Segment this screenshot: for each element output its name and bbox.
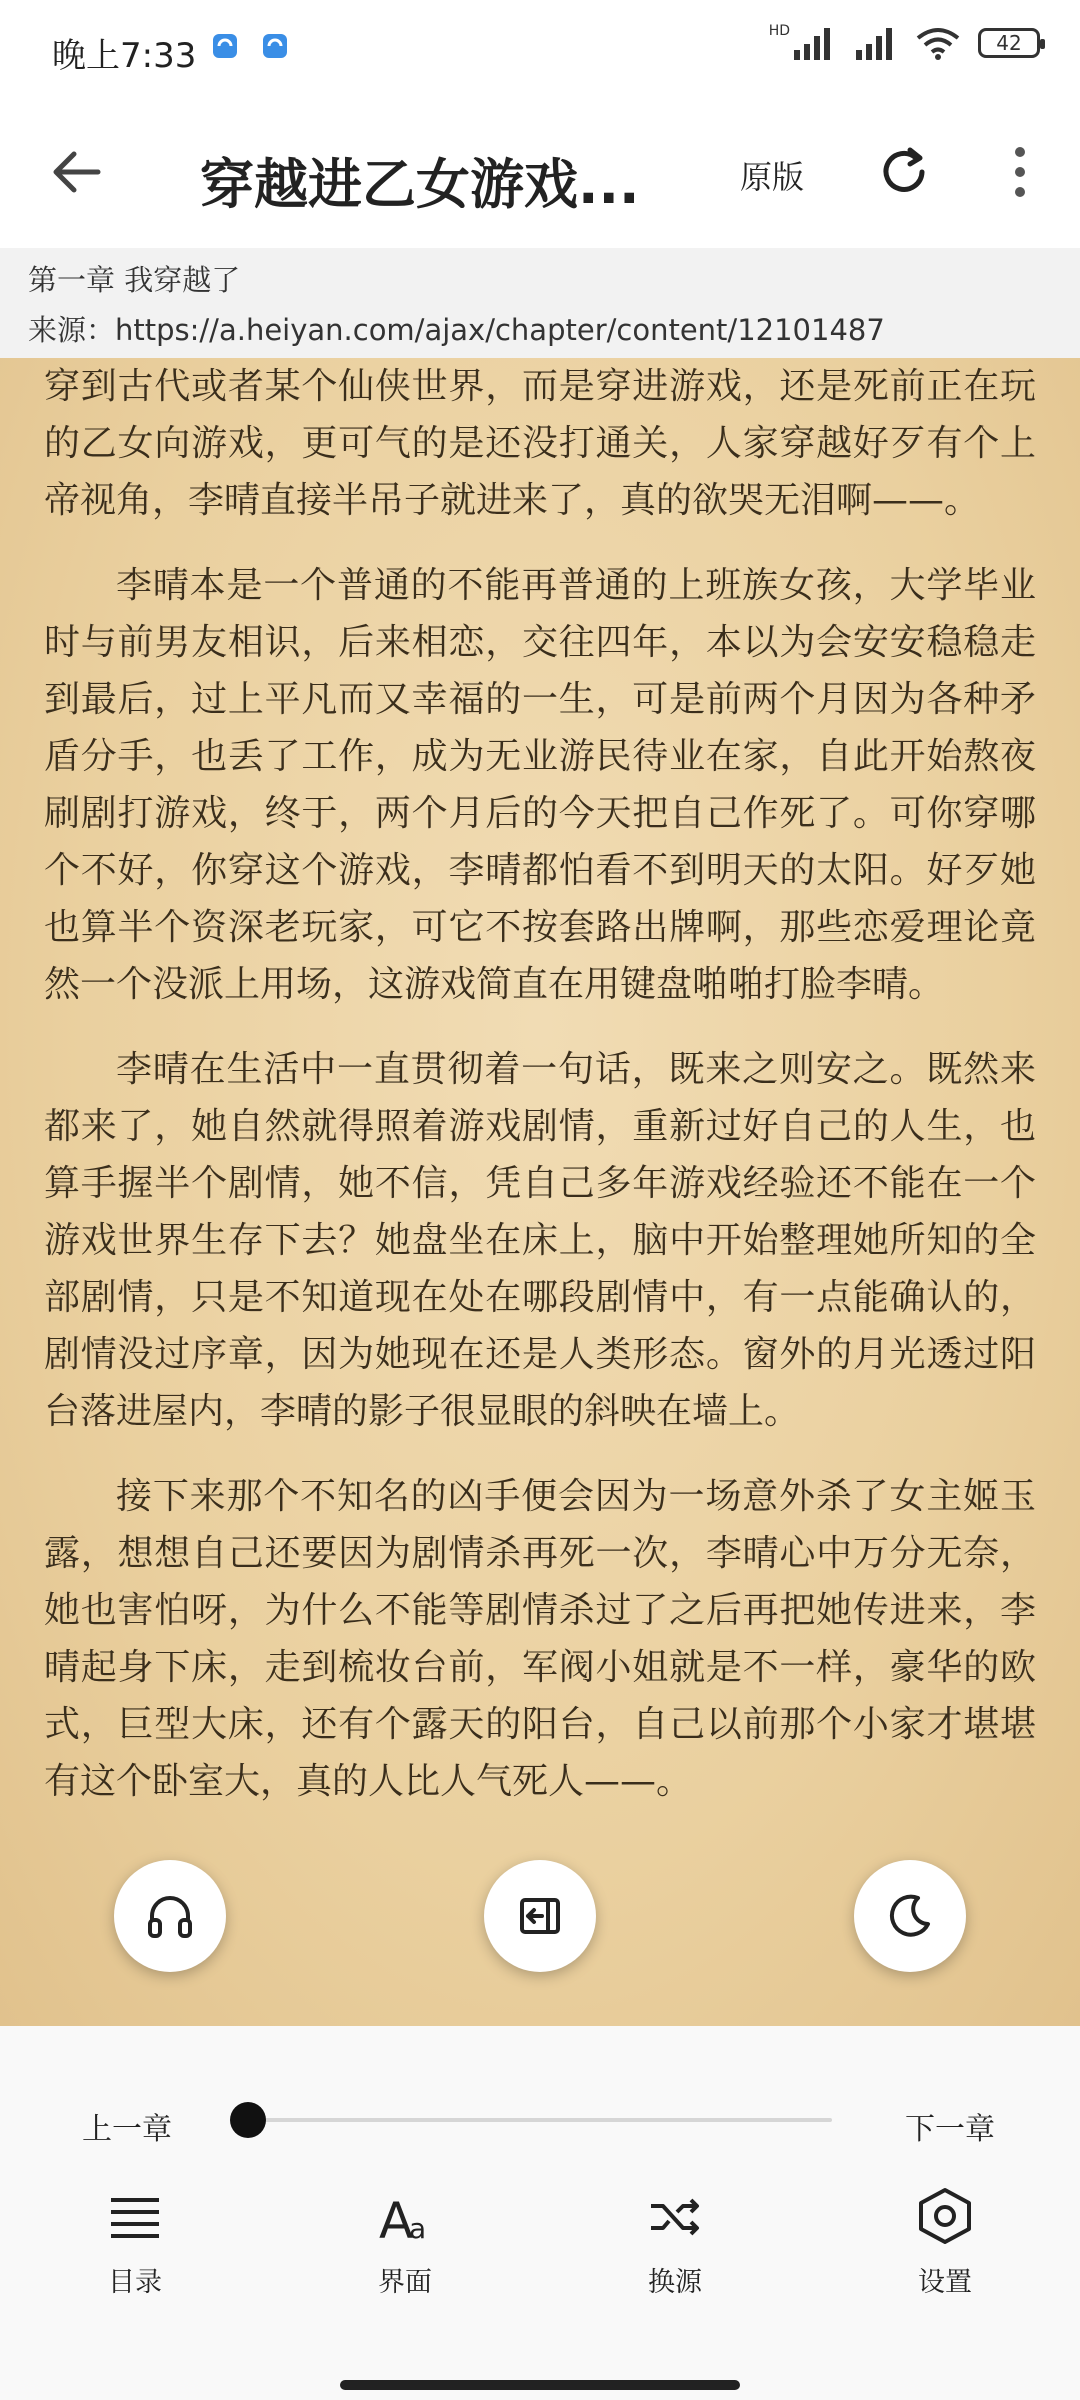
battery-icon <box>978 28 1040 58</box>
auto-page-icon <box>512 1888 568 1944</box>
toc-button[interactable] <box>55 2186 215 2299</box>
status-bar <box>0 0 1080 100</box>
app-bar <box>0 100 1080 248</box>
paragraph: 李晴在生活中一直贯彻着一句话，既来之则安之。既然来都来了，她自然就得照着游戏剧情，重新过好自己的人生，也算手握半个剧情，她不信，凭自己多年游戏经验还不能在一个游戏世界生存下去？她盘坐在床上，脑中开始整理她所知的全部剧情，只是不知道现在处在哪段剧情中，有一点能确认的，剧情没过序章，因为她现在还是人类形态。窗外的月光透过阳台落进屋内，李晴的影子很显眼的斜映在墙上。 <box>44 1049 1036 1432</box>
signal-icon <box>792 26 836 60</box>
chapter-text <box>44 358 1036 1838</box>
interface-label: 界面 <box>378 2267 432 2298</box>
more-vert-icon[interactable] <box>1000 144 1040 200</box>
change-source-button[interactable] <box>595 2186 755 2299</box>
auto-page-button[interactable] <box>484 1860 596 1972</box>
interface-button[interactable] <box>325 2186 485 2299</box>
chapter-info <box>0 248 1080 358</box>
slider-thumb[interactable] <box>230 2102 266 2138</box>
book-title: 穿越进乙女游戏... <box>200 153 640 216</box>
paragraph: 接下来那个不知名的凶手便会因为一场意外杀了女主姬玉露，想想自己还要因为剧情杀再死一次，李晴心中万分无奈，她也害怕呀，为什么不能等剧情杀过了之后再把她传进来，李晴起身下床，走到梳妆台前，军阀小姐就是不一样，豪华的欧式，巨型大床，还有个露天的阳台，自己以前那个小家才堪堪有这个卧室大，真的人比人气死人——。 <box>44 1476 1036 1802</box>
settings-button[interactable] <box>865 2186 1025 2299</box>
prev-chapter-button[interactable]: 上一章 <box>82 2112 172 2147</box>
svg-text:A: A <box>379 2192 414 2246</box>
signal-icon <box>854 26 898 60</box>
notification-app-icon <box>262 33 288 59</box>
hd-label: HD <box>768 23 790 39</box>
settings-label: 设置 <box>918 2267 972 2298</box>
settings-hexagon-icon <box>913 2186 977 2246</box>
headphones-icon <box>142 1888 198 1944</box>
paragraph: 穿到古代或者某个仙侠世界，而是穿进游戏，还是死前正在玩的乙女向游戏，更可气的是还没打通关，人家穿越好歹有个上帝视角，李晴直接半吊子就进来了，真的欲哭无泪啊——。 <box>44 366 1036 521</box>
chapter-progress-slider[interactable] <box>248 2118 832 2122</box>
toc-label: 目录 <box>108 2267 162 2298</box>
back-arrow-icon[interactable] <box>46 140 110 204</box>
paragraph: 李晴本是一个普通的不能再普通的上班族女孩，大学毕业时与前男友相识，后来相恋，交往四年，本以为会安安稳稳走到最后，过上平凡而又幸福的一生，可是前两个月因为各种矛盾分手，也丢了工作，成为无业游民待业在家，自此开始熬夜刷剧打游戏，终于，两个月后的今天把自己作死了。可你穿哪个不好，你穿这个游戏，李晴都怕看不到明天的太阳。好歹她也算半个资深老玩家，可它不按套路出牌啊，那些恋爱理论竟然一个没派上用场，这游戏简直在用键盘啪啪打脸李晴。 <box>44 565 1036 1005</box>
battery-level: 42 <box>996 31 1022 55</box>
shuffle-icon <box>645 2186 705 2246</box>
next-chapter-button[interactable]: 下一章 <box>905 2112 995 2147</box>
wifi-icon <box>916 26 960 60</box>
change-source-label: 换源 <box>648 2267 702 2298</box>
menu-list-icon <box>105 2186 165 2246</box>
night-mode-button[interactable] <box>854 1860 966 1972</box>
reading-area[interactable] <box>0 358 1080 2026</box>
refresh-icon[interactable] <box>876 144 932 200</box>
reader-control-panel <box>0 2026 1080 2400</box>
status-time: 晚上7:33 <box>52 36 197 76</box>
chapter-title: 第一章 我穿越了 <box>28 263 241 297</box>
notification-app-icon <box>212 33 238 59</box>
source-url[interactable]: 来源：https://a.heiyan.com/ajax/chapter/content/12101487 <box>28 313 885 347</box>
original-version-button[interactable]: 原版 <box>740 158 805 196</box>
moon-icon <box>882 1888 938 1944</box>
font-icon <box>375 2186 435 2246</box>
svg-text:a: a <box>409 2212 427 2245</box>
home-indicator[interactable] <box>340 2380 740 2390</box>
listen-button[interactable] <box>114 1860 226 1972</box>
